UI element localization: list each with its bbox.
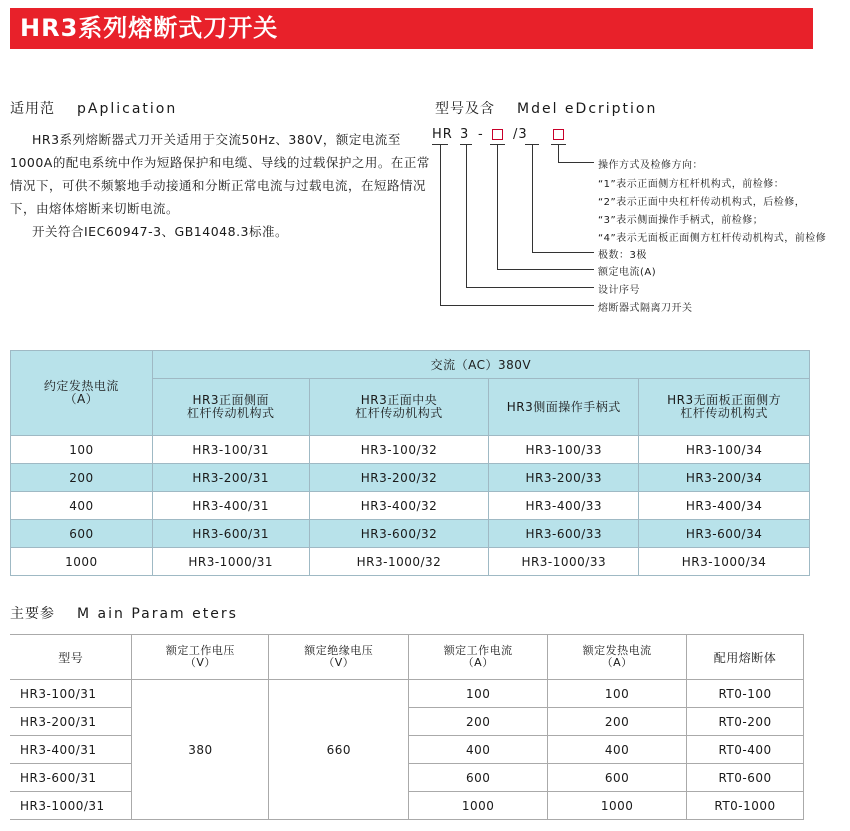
table1-header-type1: HR3正面侧面 杠杆传动机构式 xyxy=(152,379,309,436)
code-label-op4: “4”表示无面板正面侧方杠杆传动机构式，前检修 xyxy=(598,233,827,244)
table-row: HR3-1000/31 1000 1000 RT0-1000 xyxy=(10,792,804,820)
table-row: 400 HR3-400/31 HR3-400/32 HR3-400/33 HR3-400/34 xyxy=(11,492,810,520)
table1-header-type2: HR3正面中央 杠杆传动机构式 xyxy=(309,379,489,436)
table2-header-insulation: 额定绝缘电压 （V） xyxy=(269,635,409,680)
code-label-product: 熔断器式隔离刀开关 xyxy=(598,303,693,314)
code-box-current xyxy=(492,129,503,140)
table1-header-type3: HR3侧面操作手柄式 xyxy=(489,379,639,436)
application-paragraph: 开关符合IEC60947-3、GB14048.3标准。 xyxy=(32,224,288,239)
table2-header-model: 型号 xyxy=(10,635,132,680)
application-paragraph: HR3系列熔断器式刀开关适用于交流50Hz、380V，额定电流至1000A的配电系统中作为短路保护和电缆、导线的过载保护之用。在正常情况下，可供不频繁地手动接通和分断正常电流与过载电流，在短路情况下，由熔体熔断来切断电流。 xyxy=(10,132,430,216)
main-params-title-en: M ain Param eters xyxy=(77,606,238,622)
page-title: HR3系列熔断式刀开关 xyxy=(10,8,813,49)
selection-table xyxy=(10,350,810,576)
code-label-op3: “3”表示侧面操作手柄式，前检修； xyxy=(598,215,764,226)
rated-voltage-cell: 380 xyxy=(132,680,269,820)
model-desc-heading xyxy=(435,98,657,118)
code-poles: /3 xyxy=(513,127,528,142)
code-box-operation xyxy=(553,129,564,140)
code-label-design: 设计序号 xyxy=(598,285,640,296)
table2-header-current: 额定工作电流 （A） xyxy=(409,635,548,680)
table-row: HR3-200/31 200 200 RT0-200 xyxy=(10,708,804,736)
insulation-voltage-cell: 660 xyxy=(269,680,409,820)
code-label-op1: “1”表示正面侧方杠杆机构式，前检修： xyxy=(598,179,785,190)
model-desc-title-en: Mdel eDcription xyxy=(517,101,658,117)
table-row: 1000 HR3-1000/31 HR3-1000/32 HR3-1000/33 HR3-1000/34 xyxy=(11,548,810,576)
model-desc-title-cn: 型号及含 xyxy=(435,101,495,117)
code-dash: - xyxy=(478,127,484,142)
main-params-heading xyxy=(10,603,238,623)
code-prefix: HR xyxy=(432,127,453,142)
table2-header-fuse: 配用熔断体 xyxy=(687,635,804,680)
table-row: HR3-600/31 600 600 RT0-600 xyxy=(10,764,804,792)
table-row: 100 HR3-100/31 HR3-100/32 HR3-100/33 HR3-100/34 xyxy=(11,436,810,464)
table-row: HR3-100/31 380 660 100 100 RT0-100 xyxy=(10,680,804,708)
code-label-current: 额定电流(A) xyxy=(598,267,657,278)
application-heading xyxy=(10,98,177,118)
table1-header-type4: HR3无面板正面侧方 杠杆传动机构式 xyxy=(639,379,810,436)
application-title-en: pAplication xyxy=(77,101,178,117)
table1-header-group: 交流（AC）380V xyxy=(152,351,809,379)
table1-header-current: 约定发热电流 （A） xyxy=(11,351,153,436)
application-text xyxy=(10,128,430,243)
table-row: 600 HR3-600/31 HR3-600/32 HR3-600/33 HR3-600/34 xyxy=(11,520,810,548)
main-params-table xyxy=(10,634,804,820)
application-title-cn: 适用范 xyxy=(10,101,55,117)
code-label-operation: 操作方式及检修方向： xyxy=(598,160,703,171)
table-row: 200 HR3-200/31 HR3-200/32 HR3-200/33 HR3-200/34 xyxy=(11,464,810,492)
code-label-poles: 极数：3极 xyxy=(598,250,647,261)
table2-header-thermal: 额定发热电流 （A） xyxy=(548,635,687,680)
code-label-op2: “2”表示正面中央杠杆传动机构式，后检修， xyxy=(598,197,806,208)
table-row: HR3-400/31 400 400 RT0-400 xyxy=(10,736,804,764)
code-series: 3 xyxy=(460,127,470,142)
table2-header-voltage: 额定工作电压 （V） xyxy=(132,635,269,680)
main-params-title-cn: 主要参 xyxy=(10,606,55,622)
